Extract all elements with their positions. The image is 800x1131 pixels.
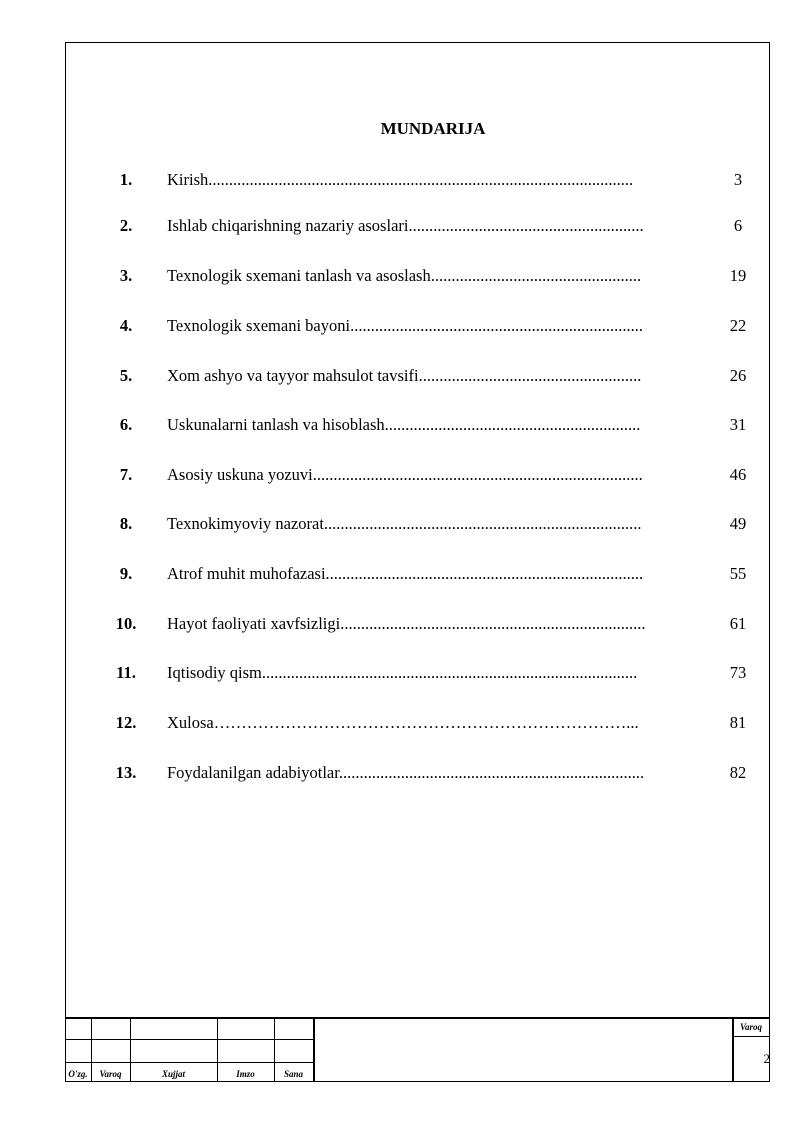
toc-title: Uskunalarni tanlash va hisoblash.............................................................. — [167, 415, 641, 434]
stamp-label-sana: Sana — [283, 1069, 303, 1079]
stamp-row-divider — [65, 1039, 313, 1040]
toc-title: Iqtisodiy qism........................................................................................... — [167, 663, 638, 682]
toc-page-number: 61 — [729, 614, 747, 633]
toc-page-number: 82 — [729, 763, 747, 782]
toc-number: 7. — [119, 465, 133, 484]
stamp-col-divider — [313, 1017, 315, 1082]
toc-number: 6. — [119, 415, 133, 434]
toc-title: Texnokimyoviy nazorat............................................................................. — [167, 514, 642, 533]
sheet-number: 2 — [763, 1051, 770, 1066]
toc-title: Texnologik sxemani bayoni....................................................................... — [167, 316, 643, 335]
toc-number: 2. — [119, 216, 133, 235]
toc-page-number: 22 — [729, 316, 747, 335]
toc-entry — [0, 364, 800, 388]
toc-title: Hayot faoliyati xavfsizligi.......................................................................... — [167, 614, 646, 633]
toc-title: Kirish....................................................................................................... — [167, 170, 634, 189]
stamp-label-sheet: Varoq — [739, 1022, 762, 1032]
toc-number: 10. — [115, 614, 137, 633]
toc-page-number: 46 — [729, 465, 747, 484]
toc-page-number: 81 — [729, 713, 747, 732]
toc-number: 13. — [115, 763, 137, 782]
stamp-row-divider — [65, 1062, 313, 1063]
toc-page-number: 19 — [729, 266, 747, 285]
toc-page-number: 31 — [729, 415, 747, 434]
toc-entry — [0, 413, 800, 437]
toc-number: 3. — [119, 266, 133, 285]
toc-entry — [0, 168, 800, 192]
toc-number: 11. — [116, 663, 136, 682]
toc-number: 8. — [119, 514, 133, 533]
toc-title: Texnologik sxemani tanlash va asoslash................................................... — [167, 266, 642, 285]
toc-title: Asosiy uskuna yozuvi................................................................................ — [167, 465, 643, 484]
toc-number: 5. — [119, 366, 133, 385]
stamp-label-imzo: Imzo — [236, 1069, 255, 1079]
toc-title: Xulosa…………………………………………………………………... — [167, 713, 639, 732]
toc-page-number: 3 — [733, 170, 743, 189]
toc-title: Atrof muhit muhofazasi............................................................................. — [167, 564, 644, 583]
stamp-label-varoq: Varoq — [99, 1069, 122, 1079]
toc-entry — [0, 264, 800, 288]
stamp-top-border — [65, 1017, 770, 1019]
toc-page-number: 55 — [729, 564, 747, 583]
toc-number: 12. — [115, 713, 137, 732]
toc-entry — [0, 463, 800, 487]
stamp-label-ozg: O'zg. — [68, 1069, 88, 1079]
toc-entry — [0, 661, 800, 685]
stamp-row-divider — [732, 1036, 770, 1037]
toc-number: 1. — [119, 170, 133, 189]
toc-entry — [0, 612, 800, 636]
toc-page-number: 49 — [729, 514, 747, 533]
toc-title: Xom ashyo va tayyor mahsulot tavsifi...................................................... — [167, 366, 642, 385]
toc-page-number: 26 — [729, 366, 747, 385]
toc-entry — [0, 314, 800, 338]
toc-entry — [0, 562, 800, 586]
toc-page-number: 6 — [733, 216, 743, 235]
toc-entry — [0, 761, 800, 785]
title-block-stamp — [65, 1017, 770, 1082]
toc-number: 4. — [119, 316, 133, 335]
toc-entry — [0, 214, 800, 238]
toc-entry — [0, 711, 800, 735]
toc-title: Foydalanilgan adabiyotlar.......................................................................... — [167, 763, 645, 782]
stamp-label-xujjat: Xujjat — [161, 1069, 185, 1079]
toc-number: 9. — [119, 564, 133, 583]
toc-entry — [0, 512, 800, 536]
toc-title: Ishlab chiqarishning nazariy asoslari......................................................... — [167, 216, 644, 235]
page-title: MUNDARIJA — [380, 119, 486, 138]
toc-page-number: 73 — [729, 663, 747, 682]
